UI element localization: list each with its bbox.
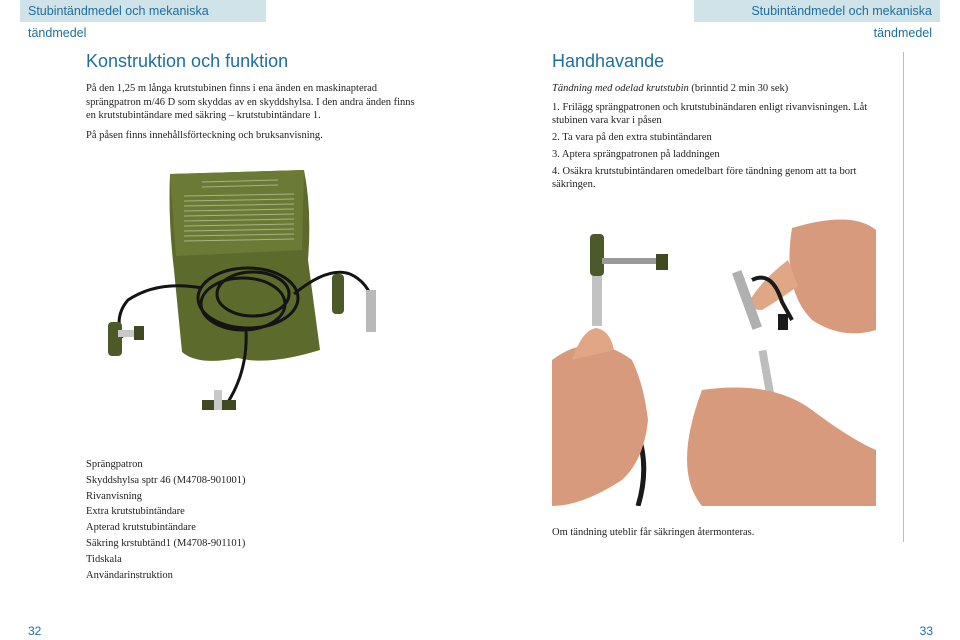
paragraph-pouch: På påsen finns innehållsförteckning och bruksanvisning. bbox=[86, 129, 323, 141]
photo-pouch-with-fuse bbox=[98, 170, 388, 420]
section-title-handling: Handhavande bbox=[552, 51, 665, 71]
legend-item: Säkring krstubtänd1 (M4708-901101) bbox=[86, 537, 246, 549]
subtitle-italic: Tändning med odelad krutstubin bbox=[552, 83, 689, 94]
legend-item: Skyddshylsa sptr 46 (M4708-901001) bbox=[86, 474, 246, 486]
running-header-right: Stubintändmedel och mekaniska tändmedel bbox=[694, 0, 940, 22]
ignition-subtitle bbox=[552, 82, 890, 95]
legend-item: Sprängpatron bbox=[86, 459, 143, 470]
subtitle-duration: (brinntid 2 min 30 sek) bbox=[688, 83, 789, 94]
step-item: 3. Aptera sprängpatronen på laddningen bbox=[552, 149, 720, 160]
legend-item: Användarinstruktion bbox=[86, 569, 173, 581]
legend-item: Tidskala bbox=[86, 553, 122, 565]
running-header-left: Stubintändmedel och mekaniska tändmedel bbox=[20, 0, 266, 22]
legend-item: Rivanvisning bbox=[86, 490, 143, 502]
paragraph-construction: På den 1,25 m långa krutstubinen finns i ena änden en maskinapterad sprängpatron m/46 D som skyddas av en skyddshylsa. I den andra änden finns en krutstubintändare med säkring – krutstubintändare 1. bbox=[86, 83, 415, 121]
photo-hands-with-igniter bbox=[552, 210, 876, 506]
page-edge-divider bbox=[903, 52, 904, 542]
step-item: 4. Osäkra krutstubintändaren omedelbart före tändning genom att ta bort säkringen. bbox=[552, 166, 857, 190]
legend-item: Extra krutstubintändare bbox=[86, 506, 185, 518]
caption-retry: Om tändning uteblir får säkringen återmonteras. bbox=[552, 527, 755, 538]
steps-list bbox=[552, 101, 890, 191]
step-item: 1. Frilägg sprängpatronen och krutstubinändaren enligt rivanvisningen. Låt stubinen vara kvar i påsen bbox=[552, 102, 868, 126]
step-item: 2. Ta vara på den extra stubintändaren bbox=[552, 132, 712, 143]
legend-list bbox=[86, 457, 386, 583]
legend-item: Apterad krutstubintändare bbox=[86, 522, 196, 534]
page-number-left: 32 bbox=[28, 624, 42, 638]
left-page-text bbox=[86, 50, 426, 148]
section-title-construction: Konstruktion och funktion bbox=[86, 51, 289, 71]
right-page-text bbox=[552, 50, 890, 195]
page-number-right: 33 bbox=[919, 624, 933, 638]
